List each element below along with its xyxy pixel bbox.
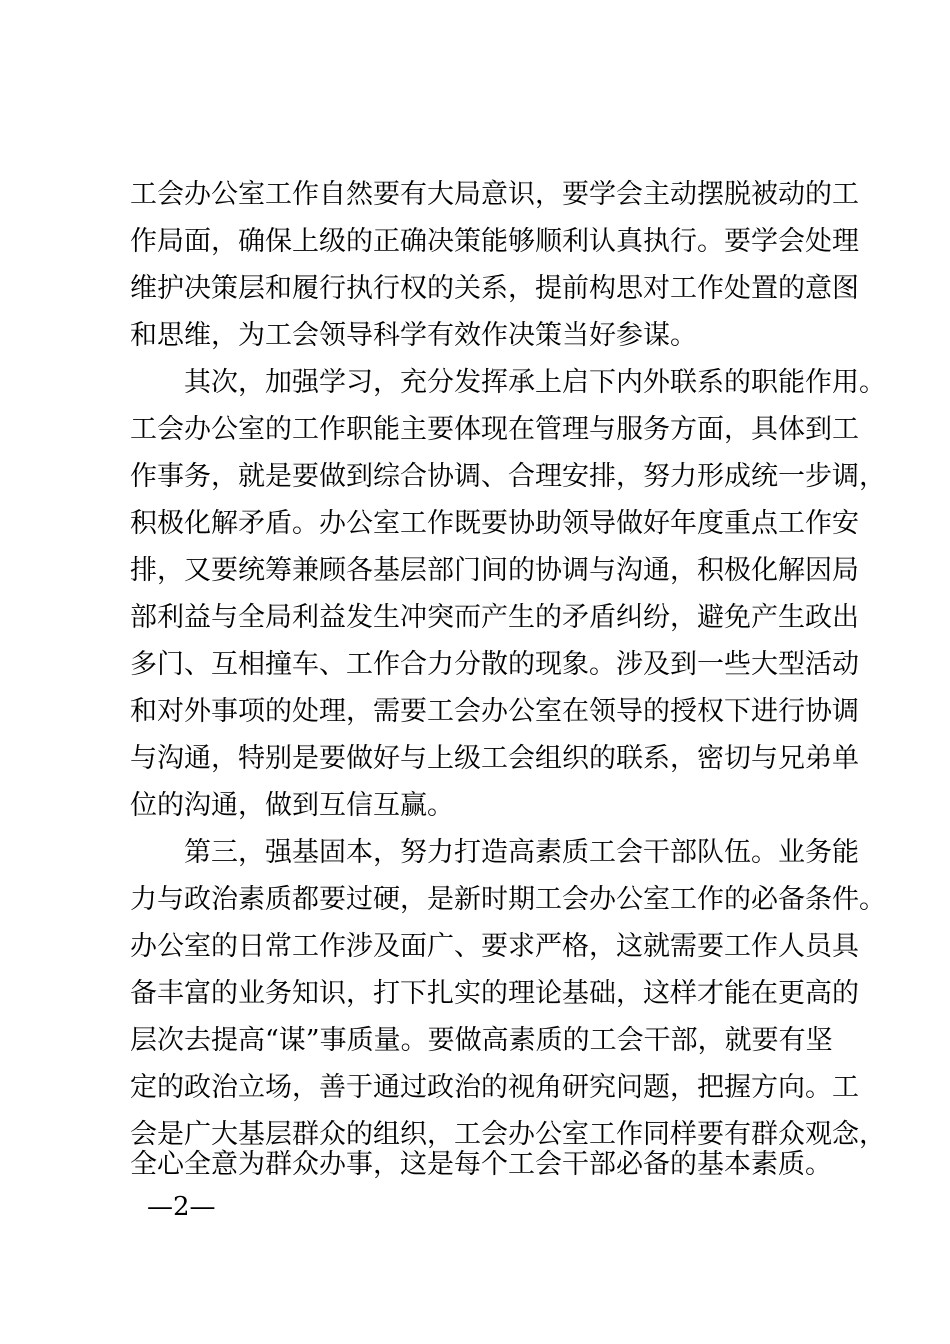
text-line: 工会办公室工作自然要有大局意识，要学会主动摆脱被动的工 [130, 179, 859, 210]
text-line: 排，又要统筹兼顾各基层部门间的协调与沟通，积极化解因局 [130, 555, 859, 586]
text-line: 部利益与全局利益发生冲突而产生的矛盾纠纷，避免产生政出 [130, 602, 859, 633]
text-line: 和思维，为工会领导科学有效作决策当好参谋。 [130, 320, 697, 351]
text-line: 第三，强基固本，努力打造高素质工会干部队伍。业务能 [184, 837, 859, 868]
text-line: 维护决策层和履行执行权的关系，提前构思对工作处置的意图 [130, 273, 859, 304]
text-line: 备丰富的业务知识，打下扎实的理论基础，这样才能在更高的 [130, 978, 859, 1009]
text-line: 会是广大基层群众的组织，工会办公室工作同样要有群众观念， [130, 1119, 886, 1150]
text-line: 定的政治立场，善于通过政治的视角研究问题，把握方向。工 [130, 1072, 859, 1103]
text-line: 作事务，就是要做到综合协调、合理安排，努力形成统一步调， [130, 461, 886, 492]
text-line: 作局面，确保上级的正确决策能够顺利认真执行。要学会处理 [130, 226, 859, 257]
text-line: 其次，加强学习，充分发挥承上启下内外联系的职能作用。 [184, 367, 886, 398]
text-line: 位的沟通，做到互信互赢。 [130, 790, 454, 821]
text-line: 全心全意为群众办事，这是每个工会干部必备的基本素质。 [130, 1149, 832, 1180]
text-line: 力与政治素质都要过硬，是新时期工会办公室工作的必备条件。 [130, 884, 886, 915]
text-line: 工会办公室的工作职能主要体现在管理与服务方面，具体到工 [130, 414, 859, 445]
page-number: —2— [147, 1192, 216, 1222]
text-line: 积极化解矛盾。办公室工作既要协助领导做好年度重点工作安 [130, 508, 859, 539]
text-line: 多门、互相撞车、工作合力分散的现象。涉及到一些大型活动 [130, 649, 859, 680]
text-line: 层次去提高“谋”事质量。要做高素质的工会干部，就要有坚 [130, 1025, 833, 1056]
text-line: 与沟通，特别是要做好与上级工会组织的联系，密切与兄弟单 [130, 743, 859, 774]
text-line: 办公室的日常工作涉及面广、要求严格，这就需要工作人员具 [130, 931, 859, 962]
text-line: 和对外事项的处理，需要工会办公室在领导的授权下进行协调 [130, 696, 859, 727]
